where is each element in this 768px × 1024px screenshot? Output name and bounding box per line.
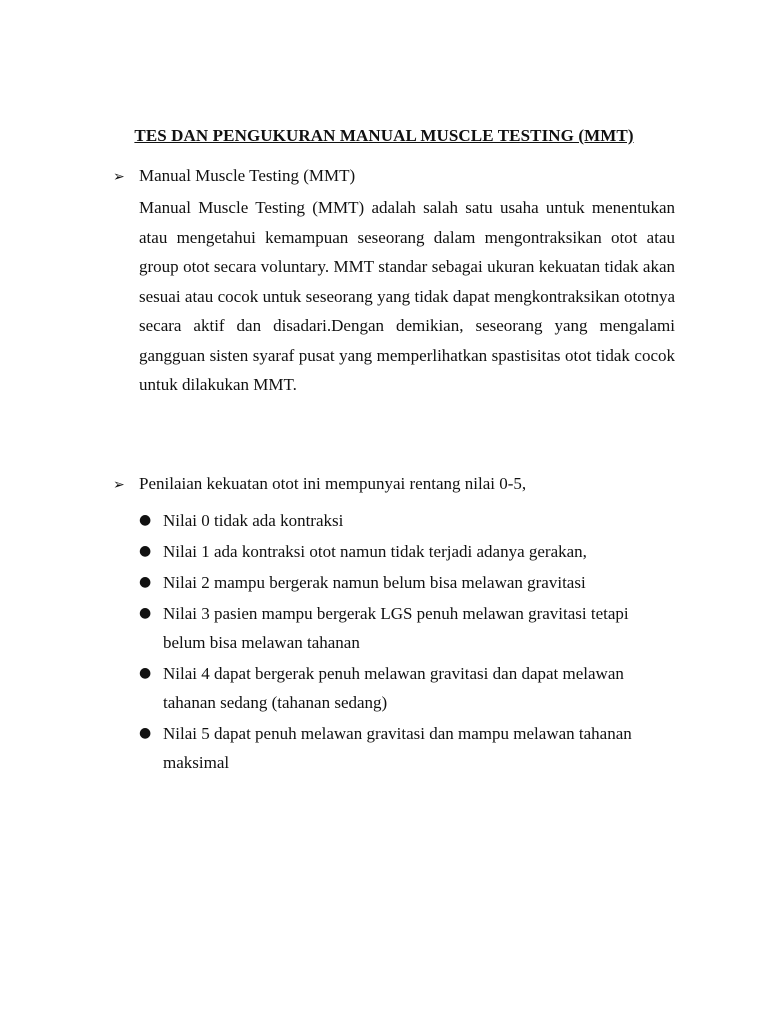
bullet-dot-icon: ● [139,574,152,590]
section-mmt [113,164,675,400]
list-item [113,659,663,717]
list-item-text: Nilai 1 ada kontraksi otot namun tidak terjadi adanya gerakan, [163,542,587,561]
list-item-text: Nilai 0 tidak ada kontraksi [163,511,344,530]
bullet-dot-icon: ● [139,665,152,681]
bullet-dot-icon: ● [139,543,152,559]
list-item [113,537,663,566]
section-mmt-paragraph: Manual Muscle Testing (MMT) adalah salah satu usaha untuk menentukan atau mengetahui kemampuan seseorang dalam mengontraksikan otot atau group otot secara voluntary. MMT standar sebagai ukuran kekuatan tidak akan sesuai atau cocok untuk seseorang yang tidak dapat mengkontraksikan ototnya secara aktif dan disadari.Dengan demikian, seseorang yang mengalami gangguan sisten syaraf pusat yang memperlihatkan spastisitas otot tidak cocok untuk dilakukan MMT. [139,198,675,394]
list-item [113,568,663,597]
list-item [113,719,663,777]
section-penilaian-heading: Penilaian kekuatan otot ini mempunyai rentang nilai 0-5, [139,474,527,493]
bullet-dot-icon: ● [139,605,152,621]
section-mmt-heading: Manual Muscle Testing (MMT) [139,166,356,185]
list-item-text: Nilai 4 dapat bergerak penuh melawan gravitasi dan dapat melawan tahanan sedang (tahanan sedang) [163,664,624,712]
bullet-dot-icon: ● [139,725,152,741]
list-item-text: Nilai 5 dapat penuh melawan gravitasi dan mampu melawan tahanan maksimal [163,724,632,772]
section-mmt-heading-line [113,164,675,189]
document-title: TES DAN PENGUKURAN MANUAL MUSCLE TESTING (MMT) [134,126,634,145]
arrow-bullet-icon: ➢ [113,169,125,185]
strength-scale-list [113,506,675,777]
list-item-text: Nilai 3 pasien mampu bergerak LGS penuh melawan gravitasi tetapi belum bisa melawan tahanan [163,604,629,652]
arrow-bullet-icon: ➢ [113,477,125,493]
list-item [113,599,663,657]
list-item-text: Nilai 2 mampu bergerak namun belum bisa melawan gravitasi [163,573,586,592]
list-item [113,506,663,535]
bullet-dot-icon: ● [139,512,152,528]
section-penilaian-heading-line [113,472,675,497]
section-penilaian [113,472,675,779]
